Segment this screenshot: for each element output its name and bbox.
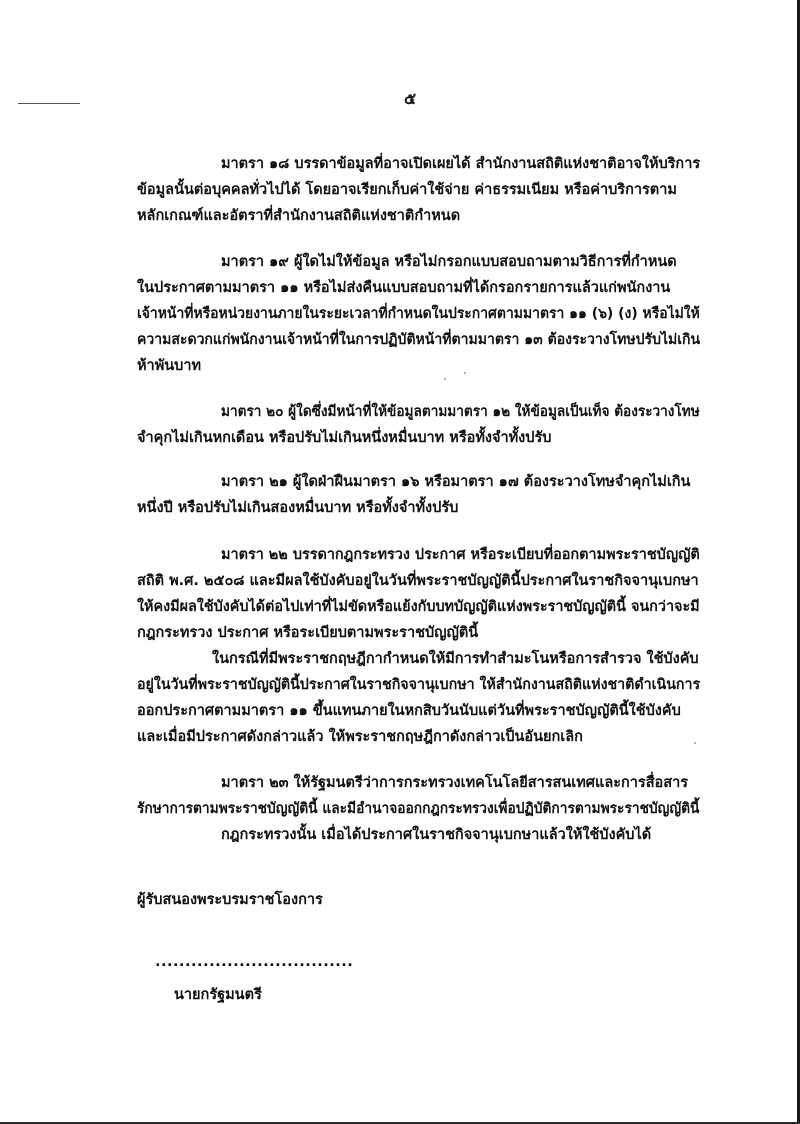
section-22-line-6: อยู่ในวันที่พระราชบัญญัตินี้ประกาศในราชกิจจานุเบกษา ให้สำนักงานสถิติแห่งชาติดำเนินการ xyxy=(137,677,701,693)
scan-speck xyxy=(464,372,466,374)
section-22-line-8: และเมื่อมีประกาศดังกล่าวแล้ว ให้พระราชกฤษฎีกาดังกล่าวเป็นอันยกเลิก xyxy=(137,729,583,745)
section-19-line-2: ในประกาศตามมาตรา ๑๑ หรือไม่ส่งคืนแบบสอบถามที่ได้กรอกรายการแล้วแก่พนักงาน xyxy=(137,280,671,296)
section-18-line-3: หลักเกณฑ์และอัตราที่สำนักงานสถิติแห่งชาติกำหนด xyxy=(137,208,461,224)
section-20-line-1: มาตรา ๒๐ ผู้ใดซึ่งมีหน้าที่ให้ข้อมูลตามมาตรา ๑๒ ให้ข้อมูลเป็นเท็จ ต้องระวางโทษ xyxy=(221,404,700,420)
section-19-line-3: เจ้าหน้าที่หรือหน่วยงานภายในระยะเวลาที่กำหนดในประกาศตามมาตรา ๑๑ (๖) (ง) หรือไม่ให้ xyxy=(137,306,700,322)
section-19-line-5: ห้าพันบาท xyxy=(137,358,202,374)
scan-speck xyxy=(694,742,696,744)
section-18-line-1: มาตรา ๑๘ บรรดาข้อมูลที่อาจเปิดเผยได้ สำนักงานสถิติแห่งชาติอาจให้บริการ xyxy=(221,156,701,172)
section-22-line-1: มาตรา ๒๒ บรรดากฎกระทรวง ประกาศ หรือระเบียบที่ออกตามพระราชบัญญัติ xyxy=(221,547,700,563)
section-19-line-1: มาตรา ๑๙ ผู้ใดไม่ให้ข้อมูล หรือไม่กรอกแบบสอบถามตามวิธีการที่กำหนด xyxy=(221,254,677,270)
section-21-line-1: มาตรา ๒๑ ผู้ใดฝ่าฝืนมาตรา ๑๖ หรือมาตรา ๑๗ ต้องระวางโทษจำคุกไม่เกิน xyxy=(221,474,691,490)
section-20-line-2: จำคุกไม่เกินหกเดือน หรือปรับไม่เกินหนึ่งหมื่นบาท หรือทั้งจำทั้งปรับ xyxy=(137,430,552,446)
section-21-line-2: หนึ่งปี หรือปรับไม่เกินสองหมื่นบาท หรือทั้งจำทั้งปรับ xyxy=(137,500,459,516)
section-19-line-4: ความสะดวกแก่พนักงานเจ้าหน้าที่ในการปฏิบัติหน้าที่ตามมาตรา ๑๓ ต้องระวางโทษปรับไม่เกิน xyxy=(137,332,701,348)
section-22-line-3: ให้คงมีผลใช้บังคับได้ต่อไปเท่าที่ไม่ขัดหรือแย้งกับบทบัญญัติแห่งพระราชบัญญัตินี้ จนกว่าจะมี xyxy=(137,599,700,615)
section-23-line-2: รักษาการตามพระราชบัญญัตินี้ และมีอำนาจออกกฎกระทรวงเพื่อปฏิบัติการตามพระราชบัญญัตินี้ xyxy=(137,801,700,817)
page-number: ๕ xyxy=(404,89,417,108)
section-22-line-2: สถิติ พ.ศ. ๒๕๐๘ และมีผลใช้บังคับอยู่ในวันที่พระราชบัญญัตินี้ประกาศในราชกิจจานุเบกษา xyxy=(137,573,699,589)
scan-speck xyxy=(444,378,446,380)
section-22-line-7: ออกประกาศตามมาตรา ๑๑ ขึ้นแทนภายในหกสิบวันนับแต่วันที่พระราชบัญญัตินี้ใช้บังคับ xyxy=(137,703,681,719)
margin-mark xyxy=(18,103,80,104)
section-23-line-3: กฎกระทรวงนั้น เมื่อได้ประกาศในราชกิจจานุเบกษาแล้วให้ใช้บังคับได้ xyxy=(221,827,652,843)
section-22-line-5: ในกรณีที่มีพระราชกฤษฎีกากำหนดให้มีการทำสำมะโนหรือการสำรวจ ใช้บังคับ xyxy=(212,651,699,667)
countersign-label: ผู้รับสนองพระบรมราชโองการ xyxy=(137,892,323,908)
section-18-line-2: ข้อมูลนั้นต่อบุคคลทั่วไปได้ โดยอาจเรียกเก็บค่าใช้จ่าย ค่าธรรมเนียม หรือค่าบริการตาม xyxy=(137,182,677,198)
section-23-line-1: มาตรา ๒๓ ให้รัฐมนตรีว่าการกระทรวงเทคโนโลยีสารสนเทศและการสื่อสาร xyxy=(221,775,689,791)
signature-line: ................................. xyxy=(155,954,354,970)
signatory-title: นายกรัฐมนตรี xyxy=(174,987,262,1003)
section-22-line-4: กฎกระทรวง ประกาศ หรือระเบียบตามพระราชบัญญัตินี้ xyxy=(137,625,479,641)
